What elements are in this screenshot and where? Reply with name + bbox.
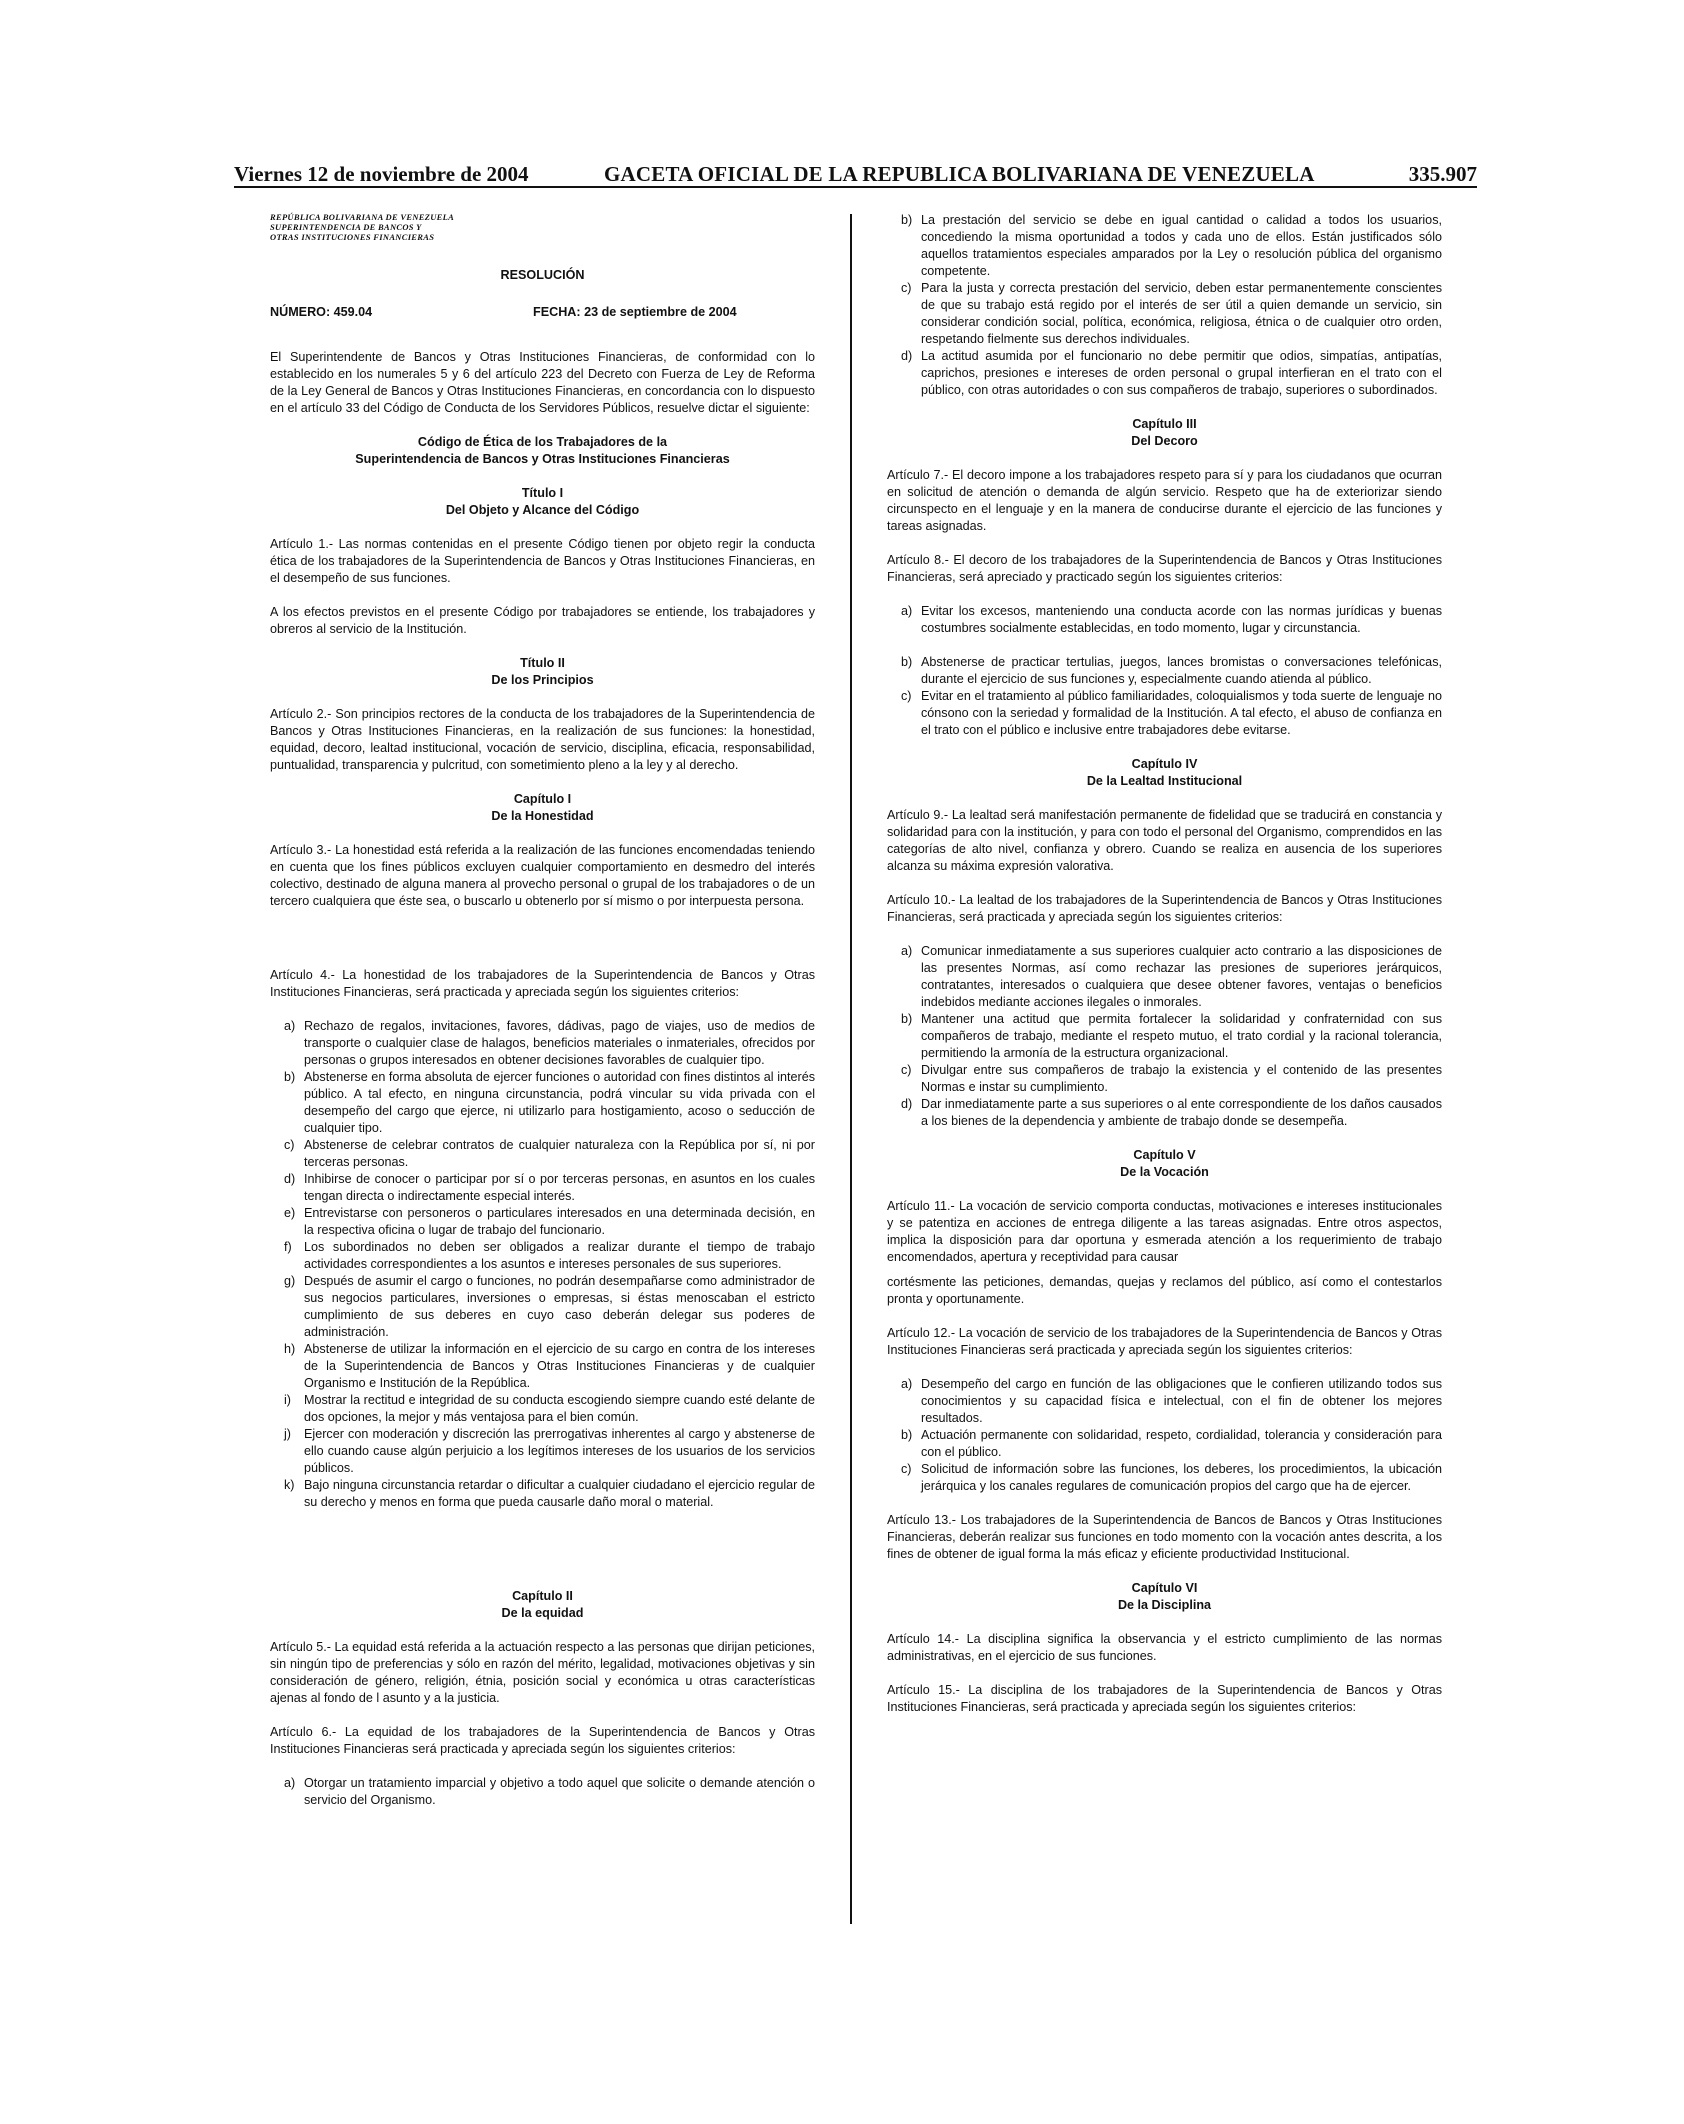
item-text: Solicitud de información sobre las funciones, los deberes, los procedimientos, la ubicación jerárquica y los canales regulares de comunicación propios del cargo que ha de ejercer.: [921, 1462, 1442, 1493]
left-column: [270, 212, 815, 1826]
list-item: [901, 654, 1442, 688]
item-letter: k): [284, 1478, 295, 1492]
item-text: Mantener una actitud que permita fortalecer la solidaridad y confraternidad con sus compañeros de trabajo, mediante el respeto mutuo, el trato cordial y la racional tolerancia, permitiendo la armonía de la estructura organizacional.: [921, 1012, 1442, 1060]
chapter-2-heading: [270, 1588, 815, 1622]
list-item: [901, 212, 1442, 280]
item-letter: b): [901, 213, 913, 227]
header-title: GACETA OFICIAL DE LA REPUBLICA BOLIVARIANA DE VENEZUELA: [604, 162, 1315, 186]
item-letter: a): [901, 604, 913, 618]
article-8: Artículo 8.- El decoro de los trabajadores de la Superintendencia de Bancos y Otras Instituciones Financieras, será apreciado y practicado según los siguientes criterios:: [887, 553, 1442, 584]
spacer: [270, 1528, 815, 1588]
heading-name: De la Honestidad: [491, 809, 594, 823]
list-item: [901, 1011, 1442, 1062]
item-text: Entrevistarse con personeros o particulares interesados en una determinada decisión, en la respectiva oficina o lugar de trabajo del funcionario.: [304, 1206, 815, 1237]
list-item: [284, 1205, 815, 1239]
article-10-list: [887, 943, 1442, 1130]
list-item: [901, 1096, 1442, 1130]
heading-number: Título II: [520, 656, 565, 670]
item-letter: h): [284, 1342, 296, 1356]
title-2-heading: [270, 655, 815, 689]
intro-paragraph: El Superintendente de Bancos y Otras Instituciones Financieras, de conformidad con lo establecido en los numerales 5 y 6 del artículo 223 del Decreto con Fuerza de Ley de Reforma de la Ley General de Bancos y Otras Instituciones Financieras, en concordancia con lo dispuesto en el artículo 33 del Código de Conducta de los Servidores Públicos, resuelve dictar el siguiente:: [270, 350, 815, 415]
heading-number: Capítulo II: [512, 1589, 573, 1603]
item-text: Abstenerse en forma absoluta de ejercer funciones o autoridad con fines distintos al interés público. A tal efecto, en ninguna circunstancia, podrá vincular su vida privada con el desempeño del cargo que ejerce, ni utilizarlo para hostigamiento, acoso o seducción de cualquier tipo.: [304, 1070, 815, 1135]
list-item: [284, 1426, 815, 1477]
item-text: Desempeño del cargo en función de las obligaciones que le confieren utilizando todos sus conocimientos y su capacidad física e intelectual, con el fin de obtener los mejores resultados.: [921, 1377, 1442, 1425]
chapter-6-heading: [887, 1580, 1442, 1614]
spacer: [270, 927, 815, 967]
item-letter: f): [284, 1240, 292, 1254]
header-number: 335.907: [1408, 162, 1477, 186]
article-9: Artículo 9.- La lealtad será manifestación permanente de fidelidad que se traducirá en constancia y solidaridad para con la institución, y para con todo el personal del Organismo, comprendidos en las categorías de alto nivel, confianza y obrero. Cuando se realiza en ausencia de los superiores alcanza su máxima expresión valorativa.: [887, 808, 1442, 873]
item-letter: i): [284, 1393, 291, 1407]
list-item: [901, 1427, 1442, 1461]
item-letter: b): [901, 1428, 913, 1442]
item-text: Después de asumir el cargo o funciones, no podrán desempañarse como administrador de sus negocios particulares, inversiones o empresas, si éstas menoscaban el estricto cumplimiento de sus deberes en cuyo caso deberán delegar sus poderes de administración.: [304, 1274, 815, 1339]
item-text: Abstenerse de utilizar la información en el ejercicio de su cargo en contra de los intereses de la Superintendencia de Bancos y Otras Instituciones Financieras y de cualquier Organismo e Institución de la República.: [304, 1342, 815, 1390]
resolution-number: NÚMERO: 459.04: [270, 305, 373, 319]
item-text: Comunicar inmediatamente a sus superiores cualquier acto contrario a las disposiciones de las presentes Normas, así como rechazar las presiones de superiores jerárquicos, contratantes, interesados o cualquiera que desee obtener favores, ventajas o beneficios indebidos mediante acciones ilegales o inmorales.: [921, 944, 1442, 1009]
heading-number: Capítulo IV: [1131, 757, 1198, 771]
list-item: [284, 1477, 815, 1511]
list-item: [284, 1341, 815, 1392]
item-text: Otorgar un tratamiento imparcial y objetivo a todo aquel que solicite o demande atención o servicio del Organismo.: [304, 1776, 815, 1807]
item-text: Bajo ninguna circunstancia retardar o dificultar a cualquier ciudadano el ejercicio regular de su derecho y menos en forma que pueda causarle daño moral o material.: [304, 1478, 815, 1509]
item-text: Para la justa y correcta prestación del servicio, deben estar permanentemente conscientes de que su trabajo está regido por el interés de ser útil a quien demande un servicio, sin considerar condición social, política, económica, religiosa, étnica o de cualquier otro orden, respetando fielmente sus derechos individuales.: [921, 281, 1442, 346]
item-letter: e): [284, 1206, 296, 1220]
heading-number: Capítulo V: [1133, 1148, 1196, 1162]
item-letter: c): [901, 1063, 912, 1077]
article-4: Artículo 4.- La honestidad de los trabajadores de la Superintendencia de Bancos y Otras Instituciones Financieras, será practicada y apreciada según los siguientes criterios:: [270, 968, 815, 999]
article-1-b: A los efectos previstos en el presente Código por trabajadores se entiende, los trabajadores y obreros al servicio de la Institución.: [270, 605, 815, 636]
list-item: [901, 1062, 1442, 1096]
item-letter: a): [901, 1377, 913, 1391]
list-item: [901, 348, 1442, 399]
article-11-b: cortésmente las peticiones, demandas, quejas y reclamos del público, así como el contestarlos pronta y oportunamente.: [887, 1275, 1442, 1306]
item-letter: g): [284, 1274, 296, 1288]
item-text: Abstenerse de celebrar contratos de cualquier naturaleza con la República por sí, ni por terceras personas.: [304, 1138, 815, 1169]
heading-name: Del Decoro: [1131, 434, 1198, 448]
resolution-meta: [270, 304, 815, 321]
list-item: [284, 1239, 815, 1273]
item-text: Evitar los excesos, manteniendo una conducta acorde con las normas jurídicas y buenas costumbres socialmente establecidas, en todo momento, lugar y circunstancia.: [921, 604, 1442, 635]
article-12: Artículo 12.- La vocación de servicio de los trabajadores de la Superintendencia de Bancos y Otras Instituciones Financieras será practicada y apreciada según los siguientes criterios:: [887, 1326, 1442, 1357]
item-text: Actuación permanente con solidaridad, respeto, cordialidad, tolerancia y consideración para con el público.: [921, 1428, 1442, 1459]
item-text: Divulgar entre sus compañeros de trabajo la existencia y el contenido de las presentes Normas e instar su cumplimiento.: [921, 1063, 1442, 1094]
article-12-list: [887, 1376, 1442, 1495]
list-item: [901, 943, 1442, 1011]
article-6-list: [270, 1775, 815, 1809]
list-item: [284, 1392, 815, 1426]
article-10: Artículo 10.- La lealtad de los trabajadores de la Superintendencia de Bancos y Otras Instituciones Financieras, será practicada y apreciada según los siguientes criterios:: [887, 893, 1442, 924]
code-title-line: Superintendencia de Bancos y Otras Instituciones Financieras: [355, 452, 730, 466]
article-3: Artículo 3.- La honestidad está referida a la realización de las funciones encomendadas teniendo en cuenta que los fines públicos excluyen cualquier comportamiento en desmedro del interés colectivo, destinado de alguna manera al provecho personal o grupal de los trabajadores o de un tercero cualquiera que éste sea, o buscarlo u obtenerlo por sí mismo o por interpuesta persona.: [270, 843, 815, 908]
chapter-1-heading: [270, 791, 815, 825]
list-item: [901, 280, 1442, 348]
header-date: Viernes 12 de noviembre de 2004: [234, 162, 529, 186]
title-1-heading: [270, 485, 815, 519]
list-item: [284, 1171, 815, 1205]
article-7: Artículo 7.- El decoro impone a los trabajadores respeto para sí y para los ciudadanos que ocurran en solicitud de atención o demanda de algún servicio. Respeto que ha de exteriorizar siendo circunspecto en el lenguaje y en la manera de conducirse durante el ejercicio de las funciones y tareas asignadas.: [887, 468, 1442, 533]
list-item: [901, 1461, 1442, 1495]
resolution-title: RESOLUCIÓN: [500, 268, 585, 282]
heading-number: Título I: [521, 486, 564, 500]
item-text: Los subordinados no deben ser obligados a realizar durante el tiempo de trabajo actividades correspondientes a los asuntos e intereses personales de sus superiores.: [304, 1240, 815, 1271]
code-title: [270, 434, 815, 468]
chapter-5-heading: [887, 1147, 1442, 1181]
list-item: [284, 1069, 815, 1137]
item-letter: d): [901, 349, 913, 363]
article-11: Artículo 11.- La vocación de servicio comporta conductas, motivaciones e intereses institucionales y se patentiza en acciones de entrega diligente a las tareas asignadas. Entre otros aspectos, implica la disposición para dar oportuna y esmerada atención a los requerimiento de trabajo encomendados, apertura y receptividad para causar: [887, 1199, 1442, 1264]
heading-name: De los Principios: [491, 673, 594, 687]
item-letter: j): [284, 1427, 291, 1441]
list-item: [901, 603, 1442, 637]
item-letter: d): [284, 1172, 296, 1186]
item-letter: c): [901, 1462, 912, 1476]
item-letter: a): [284, 1019, 296, 1033]
item-text: Abstenerse de practicar tertulias, juegos, lances bromistas o conversaciones telefónicas, durante el ejercicio de sus funciones y, especialmente cuando atienda al público.: [921, 655, 1442, 686]
item-text: Mostrar la rectitud e integridad de su conducta escogiendo siempre cuando esté delante de dos opciones, la mejor y más ventajosa para el bien común.: [304, 1393, 815, 1424]
right-column: [887, 212, 1442, 1733]
header-rule: [234, 186, 1477, 188]
item-text: Evitar en el tratamiento al público familiaridades, coloquialismos y toda suerte de lenguaje no cónsono con la seriedad y formalidad de la Institución. A tal efecto, el abuso de confianza en el trato con el público e inclusive entre trabajadores debe evitarse.: [921, 689, 1442, 737]
item-letter: b): [284, 1070, 296, 1084]
item-letter: c): [284, 1138, 295, 1152]
heading-name: De la Vocación: [1120, 1165, 1209, 1179]
item-letter: b): [901, 1012, 913, 1026]
item-text: Inhibirse de conocer o participar por sí o por terceras personas, en asuntos en los cuales tengan directa o indirectamente especial interés.: [304, 1172, 815, 1203]
list-item: [284, 1775, 815, 1809]
chapter-3-heading: [887, 416, 1442, 450]
item-letter: a): [284, 1776, 296, 1790]
list-item: [284, 1273, 815, 1341]
item-text: La actitud asumida por el funcionario no debe permitir que odios, simpatías, antipatías, caprichos, presiones e intereses de orden personal o grupal interfieran en el trato con el público, con otras autoridades o con sus compañeros de trabajo, superiores o subordinados.: [921, 349, 1442, 397]
article-6-list-continued: [887, 212, 1442, 399]
item-letter: a): [901, 944, 913, 958]
heading-number: Capítulo III: [1132, 417, 1197, 431]
article-15: Artículo 15.- La disciplina de los trabajadores de la Superintendencia de Bancos y Otras Instituciones Financieras, será practicada y apreciada según los siguientes criterios:: [887, 1683, 1442, 1714]
article-14: Artículo 14.- La disciplina significa la observancia y el estricto cumplimiento de las normas administrativas, en el ejercicio de sus funciones.: [887, 1632, 1442, 1663]
list-item: [284, 1018, 815, 1069]
article-8-list-bc: [887, 654, 1442, 739]
item-letter: c): [901, 689, 912, 703]
heading-number: Capítulo I: [513, 792, 572, 806]
article-4-list: [270, 1018, 815, 1511]
entity-line: SUPERINTENDENCIA DE BANCOS Y: [270, 222, 422, 232]
entity-line: OTRAS INSTITUCIONES FINANCIERAS: [270, 232, 435, 242]
list-item: [901, 688, 1442, 739]
item-text: La prestación del servicio se debe en igual cantidad o calidad a todos los usuarios, concediendo la misma oportunidad a todos y cada uno de ellos. Están justificados sólo aquellos tratamientos especiales amparados por la Ley o resolución pública del organismo competente.: [921, 213, 1442, 278]
article-1: Artículo 1.- Las normas contenidas en el presente Código tienen por objeto regir la conducta ética de los trabajadores de la Superintendencia de Bancos y Otras Instituciones Financieras, en el desempeño de sus funciones.: [270, 537, 815, 585]
heading-name: Del Objeto y Alcance del Código: [445, 503, 640, 517]
code-title-line: Código de Ética de los Trabajadores de la: [417, 435, 668, 449]
item-letter: c): [901, 281, 912, 295]
chapter-4-heading: [887, 756, 1442, 790]
item-letter: b): [901, 655, 913, 669]
article-8-list-a: [887, 603, 1442, 637]
article-2: Artículo 2.- Son principios rectores de la conducta de los trabajadores de la Superintendencia de Bancos y Otras Instituciones Financieras, en la realización de sus funciones: la honestidad, equidad, decoro, lealtad institucional, vocación de servicio, disciplina, eficacia, responsabilidad, puntualidad, transparencia y pulcritud, con sometimiento pleno a la ley y al derecho.: [270, 707, 815, 772]
article-5: Artículo 5.- La equidad está referida a la actuación respecto a las personas que dirijan peticiones, sin ningún tipo de preferencias y sólo en razón del mérito, legalidad, motivaciones objetivas y sin consideración de género, religión, étnia, posición social y económica u otras características ajenas al fondo de l asunto y a la justicia.: [270, 1640, 815, 1705]
item-text: Rechazo de regalos, invitaciones, favores, dádivas, pago de viajes, uso de medios de transporte o cualquier clase de halagos, beneficios materiales o inmateriales, ofrecidos por personas o grupos interesados en obtener decisiones favorables de cualquier tipo.: [304, 1019, 815, 1067]
list-item: [284, 1137, 815, 1171]
heading-name: De la Lealtad Institucional: [1086, 774, 1243, 788]
article-13: Artículo 13.- Los trabajadores de la Superintendencia de Bancos de Bancos y Otras Instituciones Financieras, deberán realizar sus funciones en todo momento con la vocación antes descrita, a los fines de obtener de igual forma la más eficaz y eficiente productividad Institucional.: [887, 1513, 1442, 1561]
item-letter: d): [901, 1097, 913, 1111]
heading-number: Capítulo VI: [1131, 1581, 1198, 1595]
list-item: [901, 1376, 1442, 1427]
entity-line: REPÚBLICA BOLIVARIANA DE VENEZUELA: [270, 212, 455, 222]
heading-name: De la equidad: [501, 1606, 584, 1620]
column-divider: [850, 214, 852, 1924]
item-text: Ejercer con moderación y discreción las prerrogativas inherentes al cargo y abstenerse de ello cuando cause algún perjuicio a los legítimos intereses de los usuarios de los servicios públicos.: [304, 1427, 815, 1475]
resolution-date: FECHA: 23 de septiembre de 2004: [533, 305, 737, 319]
issuing-entity: [270, 212, 815, 242]
heading-name: De la Disciplina: [1117, 1598, 1212, 1612]
article-6: Artículo 6.- La equidad de los trabajadores de la Superintendencia de Bancos y Otras Instituciones Financieras será practicada y apreciada según los siguientes criterios:: [270, 1725, 815, 1756]
item-text: Dar inmediatamente parte a sus superiores o al ente correspondiente de los daños causados a los bienes de la dependencia y ambiente de trabajo donde se desempeña.: [921, 1097, 1442, 1128]
